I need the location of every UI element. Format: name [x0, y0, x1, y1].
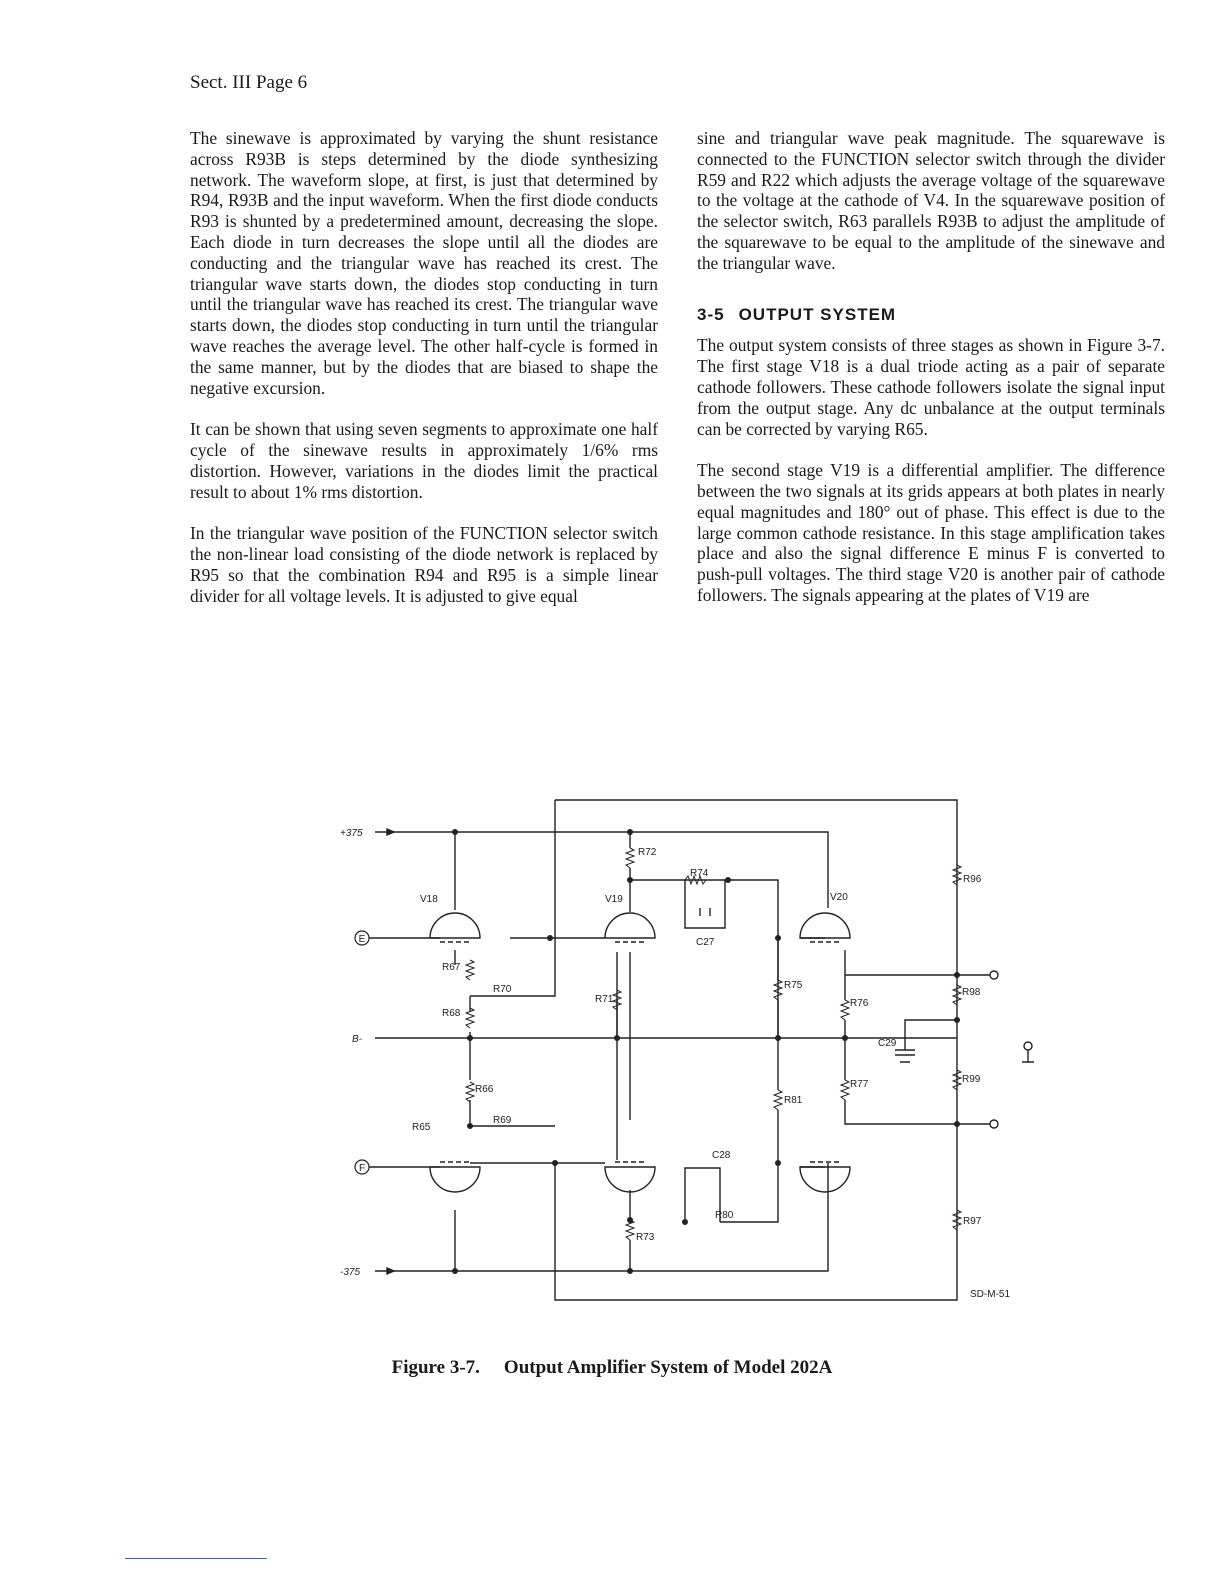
paragraph: The second stage V19 is a differential amplifier. The difference between the two signals at its grids appears at both plates in nearly equal magnitudes and 180° out of phase. This effect is due to the large common cathode resistance. In this stage amplification takes place and also the signal difference E minus F is converted to push-pull voltages. The third stage V20 is another pair of cathode followers. The signals appearing at the plates of V19 are [697, 460, 1165, 605]
page-header: Sect. III Page 6 [190, 72, 308, 93]
v19-lower-triode-icon [605, 1167, 655, 1192]
minus-rail [375, 1163, 828, 1271]
ground-symbol-icon [1024, 1042, 1032, 1050]
output-amplifier-schematic [330, 790, 1050, 1310]
resistor-label: R75 [784, 980, 803, 991]
wire [470, 800, 555, 996]
footer-rule [125, 1558, 267, 1559]
resistor-label: R77 [850, 1079, 869, 1090]
v20-lower-triode-icon [800, 1167, 850, 1192]
resistor-label: R68 [442, 1008, 461, 1019]
paragraph: In the triangular wave position of the FUNCTION selector switch the non-linear load consisting of the diode network is replaced by R95 so that the combination R94 and R95 is a simple linear divider for all voltage levels. It is adjusted to give equal [190, 523, 658, 606]
rail-label: +375 [340, 828, 363, 839]
paragraph: The sinewave is approximated by varying the shunt resistance across R93B is steps determined by the diode synthesizing network. The waveform slope, at first, is just that determined by R94, R93B and the input waveform. When the first diode conducts R93 is shunted by a predetermined amount, decreasing the slope. Each diode in turn decreases the slope until all the diodes are conducting and the triangular wave has reached its crest. The triangular wave starts down, the diodes stop conducting in turn until the triangular wave has reached its crest. The triangular wave starts down, the diodes stop conducting in turn until the triangular wave reaches the average level. The other half-cycle is formed in the same manner, but by the diodes that are biased to shape the negative excursion. [190, 128, 658, 398]
plus-rail [375, 832, 828, 908]
capacitor-label: C29 [878, 1038, 897, 1049]
resistor-label: R72 [638, 847, 657, 858]
paragraph: It can be shown that using seven segments to approximate one half cycle of the sinewave results in approximately 1/6% rms distortion. However, variations in the diodes limit the practical result to about 1% rms distortion. [190, 419, 658, 502]
output-terminal [990, 1120, 998, 1128]
resistor-label: R97 [963, 1216, 982, 1227]
section-heading [697, 305, 1165, 326]
resistor-label: R96 [963, 874, 982, 885]
rail-label: B- [352, 1034, 362, 1045]
resistor-label: R73 [636, 1232, 655, 1243]
v18-upper-triode-icon [430, 913, 480, 938]
capacitor-label: C27 [696, 937, 715, 948]
resistor-label: R69 [493, 1115, 512, 1126]
section-number: 3-5 [697, 304, 725, 324]
v19-upper-triode-icon [605, 913, 655, 938]
tube-label: V20 [830, 892, 848, 903]
section-title: OUTPUT SYSTEM [738, 304, 897, 324]
resistor-label: R71 [595, 994, 614, 1005]
v18-lower-triode-icon [430, 1167, 480, 1192]
figure-title: Output Amplifier System of Model 202A [503, 1357, 833, 1378]
resistor-icon [466, 1008, 474, 1028]
wire [470, 800, 957, 1300]
resistor-icon [774, 1090, 782, 1110]
figure-caption [0, 1357, 1224, 1379]
arrow-icon [387, 829, 394, 835]
arrow-icon [387, 1268, 394, 1274]
left-column [190, 128, 658, 627]
junction-dots [452, 829, 960, 1274]
output-terminal [990, 971, 998, 979]
resistor-label: R66 [475, 1084, 494, 1095]
resistor-label: R99 [962, 1074, 981, 1085]
paragraph: sine and triangular wave peak magnitude. The squarewave is connected to the FUNCTION selector switch through the divider R59 and R22 which adjusts the average voltage of the squarewave to the voltage at the cathode of V4. In the squarewave position of the selector switch, R63 parallels R93B to adjust the amplitude of the squarewave to be equal to the amplitude of the sinewave and the triangular wave. [697, 128, 1165, 273]
rail-label: -375 [340, 1267, 361, 1278]
v20-upper-triode-icon [800, 913, 850, 938]
resistor-icon [841, 1080, 849, 1100]
resistor-icon [466, 960, 474, 980]
tube-label: V19 [605, 894, 623, 905]
resistor-label: R98 [962, 987, 981, 998]
right-column [697, 128, 1165, 627]
resistor-icon [626, 848, 634, 868]
resistor-icon [466, 1082, 474, 1102]
resistor-label: R76 [850, 998, 869, 1009]
resistor-label: R67 [442, 962, 461, 973]
resistor-label: R74 [690, 868, 709, 879]
resistor-label: R65 [412, 1122, 431, 1133]
paragraph: The output system consists of three stages as shown in Figure 3-7. The first stage V18 is a dual triode acting as a pair of separate cathode followers. These cathode followers isolate the signal input from the output stage. Any dc unbalance at the output terminals can be corrected by varying R65. [697, 335, 1165, 439]
capacitor-label: C28 [712, 1150, 731, 1161]
input-label: E [358, 934, 366, 945]
figure-number: Figure 3-7. [391, 1357, 480, 1378]
resistor-label: R70 [493, 984, 512, 995]
resistor-icon [841, 1000, 849, 1020]
resistor-label: R80 [715, 1210, 734, 1221]
input-label: F [358, 1163, 366, 1174]
resistor-label: R81 [784, 1095, 803, 1106]
tube-label: V18 [420, 894, 438, 905]
drawing-id: SD-M-51 [970, 1289, 1011, 1300]
